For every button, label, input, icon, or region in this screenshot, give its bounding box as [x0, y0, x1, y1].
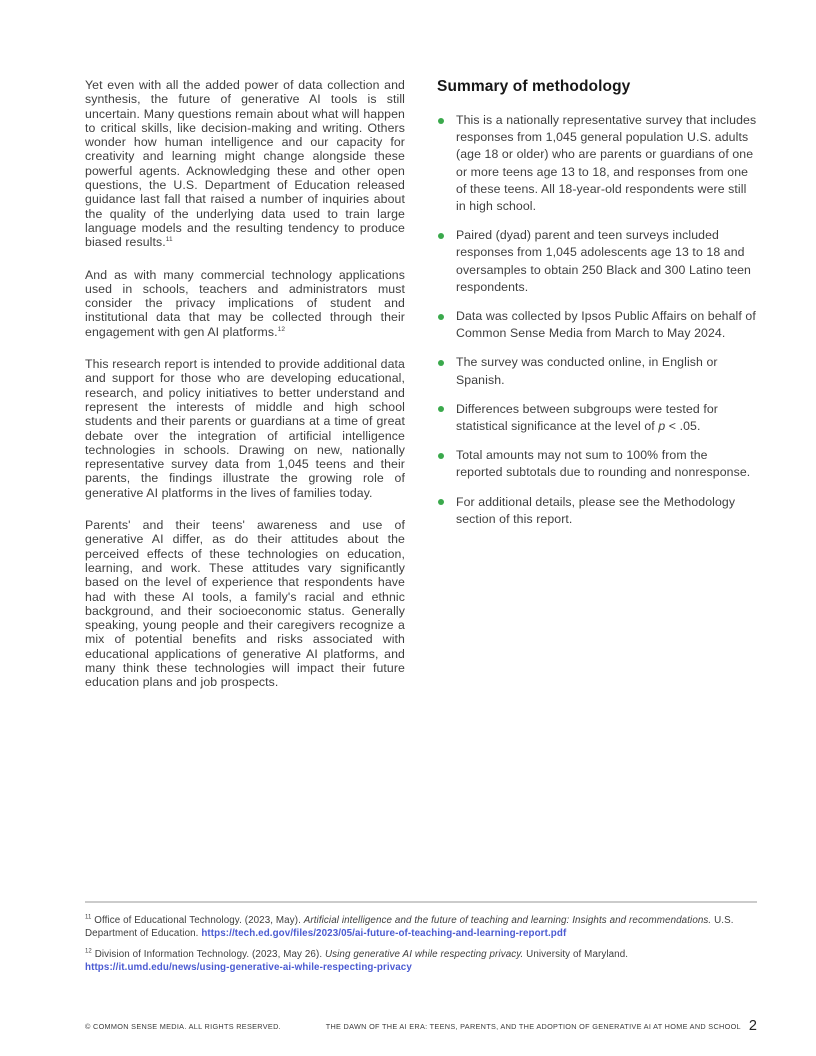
list-item	[437, 112, 757, 215]
paragraph-awareness	[85, 518, 405, 690]
footnote-link[interactable]: https://tech.ed.gov/files/2023/05/ai-future-of-teaching-and-learning-report.pdf	[201, 928, 567, 940]
bullet-text: The survey was conducted online, in English or Spanish.	[456, 355, 718, 387]
list-item	[437, 494, 757, 528]
list-item	[437, 227, 757, 296]
bullet-text: Total amounts may not sum to 100% from the reported subtotals due to rounding and nonresponse.	[456, 448, 751, 480]
body-text-column	[85, 78, 405, 708]
bullet-icon	[438, 118, 444, 124]
footnote-text: Division of Information Technology. (2023, May 26).	[91, 948, 325, 960]
footnote-12	[85, 948, 757, 975]
paragraph-text: And as with many commercial technology applications used in schools, teachers and administrators must consider the privacy implications of student and institutional data that may be collected through their engagement with gen AI platforms.	[85, 267, 405, 339]
footnote-marker: 12	[85, 948, 92, 955]
footnote-11	[85, 914, 757, 941]
bullet-text: For additional details, please see the Methodology section of this report.	[456, 494, 736, 526]
footnote-divider	[85, 901, 757, 903]
paragraph-text: Parents' and their teens' awareness and use of generative AI differ, as do their attitudes about the perceived effects of these technologies on education, learning, and work. These attitudes vary significantly based on the level of experience that respondents have had with these AI tools, a family's racial and ethnic background, and their socioeconomic status. Generally speaking, young people and their caregivers recognize a mix of potential benefits and risks associated with educational applications of generative AI platforms, and many think these technologies will impact their future education plans and job prospects.	[85, 518, 405, 690]
list-item	[437, 354, 757, 388]
footer-right-group	[326, 1018, 757, 1034]
footnote-text: Office of Educational Technology. (2023, May).	[91, 915, 304, 926]
bullet-icon	[438, 453, 444, 459]
bullet-text: < .05.	[665, 419, 701, 434]
page-number: 2	[748, 1018, 757, 1034]
bullet-text: Paired (dyad) parent and teen surveys included responses from 1,045 adolescents age 13 to 18 and oversamples to obtain 250 Black and 300 Latino teen respondents.	[456, 228, 751, 294]
bullet-text: Differences between subgroups were tested for statistical significance at the level of	[456, 401, 718, 434]
footnote-marker: 11	[85, 914, 92, 921]
bullet-icon	[438, 233, 444, 239]
list-item	[437, 447, 757, 481]
cited-title: Artificial intelligence and the future of teaching and learning: Insights and recommendations.	[303, 915, 712, 926]
footnote-ref-12: 12	[277, 325, 286, 333]
bullet-icon	[438, 314, 444, 320]
footnote-ref-11: 11	[165, 236, 173, 244]
footnote-text: University of Maryland.	[523, 948, 629, 960]
bullet-text: This is a nationally representative survey that includes responses from 1,045 general population U.S. adults (age 18 or older) who are parents or guardians of one or more teens age 13 to 18, and responses from one of these teens. All 18-year-old respondents were still in high school.	[456, 113, 757, 214]
paragraph-data-collection	[85, 78, 405, 250]
report-title: THE DAWN OF THE AI ERA: TEENS, PARENTS, AND THE ADOPTION OF GENERATIVE AI AT HOME AND SCHOOL	[325, 1021, 741, 1031]
cited-title: Using generative AI while respecting privacy.	[324, 948, 524, 960]
copyright-notice: © COMMON SENSE MEDIA. ALL RIGHTS RESERVED.	[85, 1021, 281, 1031]
footnote-text: U.S. Department of Education.	[85, 915, 734, 940]
paragraph-research-purpose	[85, 357, 405, 500]
list-item	[437, 401, 757, 435]
methodology-column	[437, 78, 757, 708]
footnotes-section	[85, 901, 757, 982]
methodology-bullet-list	[437, 112, 757, 528]
methodology-heading: Summary of methodology	[437, 78, 631, 95]
page-footer	[85, 1018, 757, 1034]
footnote-link[interactable]: https://it.umd.edu/news/using-generative-ai-while-respecting-privacy	[85, 962, 412, 974]
paragraph-privacy	[85, 268, 405, 339]
page-content	[85, 78, 757, 708]
list-item	[437, 308, 757, 342]
bullet-icon	[438, 499, 444, 505]
stat-symbol-p: p	[658, 419, 666, 434]
paragraph-text: Yet even with all the added power of data collection and synthesis, the future of generative AI tools is still uncertain. Many questions remain about what will happen to critical skills, like decision-making and writing. Others wonder how human intelligence and our capacity for creativity and learning might change alongside these powerful agents. Acknowledging these and other open questions, the U.S. Department of Education released guidance last fall that raised a number of inquiries about the quality of the underlying data used to train large language models and the resulting tendency to produce biased results.	[85, 78, 405, 250]
bullet-icon	[438, 360, 444, 366]
paragraph-text: This research report is intended to provide additional data and support for those who are developing educational, research, and policy initiatives to better understand and represent the interests of middle and high school students and their parents or guardians at a time of great debate over the integration of artificial intelligence technologies in schools. Drawing on new, nationally representative survey data from 1,045 teens and their parents, the findings illustrate the growing role of generative AI platforms in the lives of families today.	[85, 357, 405, 500]
bullet-icon	[438, 406, 444, 412]
bullet-text: Data was collected by Ipsos Public Affairs on behalf of Common Sense Media from March to May 2024.	[456, 309, 756, 341]
